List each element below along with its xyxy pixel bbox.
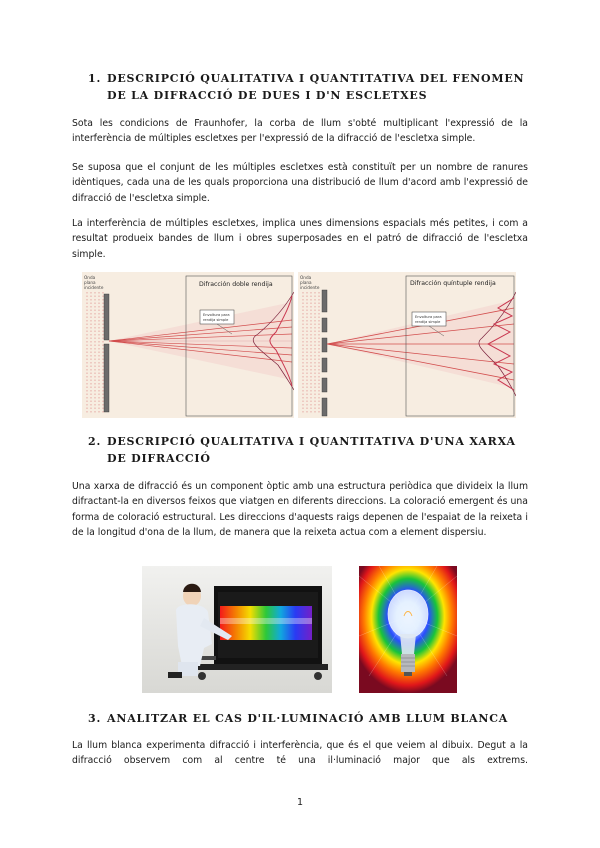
section-1-paragraph-1: Sota les condicions de Fraunhofer, la corba de llum s'obté multiplicant l'expressió de la interferència de múltiples escletxes per l'expressió de la difracció de l'escletxa simple. — [72, 118, 528, 145]
double-slit-diagram — [82, 272, 294, 418]
double-wave-label-2: plana — [84, 280, 96, 285]
section-3-title: ANALITZAR EL CAS D'IL·LUMINACIÓ AMB LLUM BLANCA — [107, 712, 509, 725]
double-envelope-label-2: rendija simple — [203, 318, 229, 322]
light-bulb-diffraction-photo — [359, 566, 457, 693]
quintuple-wave-label-3: incidente — [300, 285, 320, 290]
double-envelope-label-1: Envoltura para — [203, 313, 230, 317]
section-1-paragraph-2: Se suposa que el conjunt de les múltiples escletxes està constituït per un nombre de ranures idèntiques, cada una de les quals proporciona una distribució de llum d'acord amb l'expressió de difracció de l'escletxa simple. — [72, 162, 528, 204]
section-2-heading — [90, 433, 530, 467]
quintuple-wave-label-1: Onda — [300, 275, 312, 280]
section-3-heading — [90, 710, 530, 727]
quintuple-slit-diagram — [298, 272, 516, 418]
quintuple-envelope-label-2: rendija simple — [415, 320, 441, 324]
double-slit-title: Difracción doble rendija — [199, 281, 273, 288]
double-wave-label-1: Onda — [84, 275, 96, 280]
double-wave-label-3: incidente — [84, 285, 104, 290]
section-1-number: 1. — [88, 72, 102, 85]
section-2-number: 2. — [88, 435, 102, 448]
section-1-title: DESCRIPCIÓ QUALITATIVA I QUANTITATIVA DEL FENOMEN DE LA DIFRACCIÓ DE DUES I D'N ESCLETXES — [107, 72, 525, 102]
quintuple-slit-title: Difracción quíntuple rendija — [410, 280, 496, 287]
quintuple-wave-label-2: plana — [300, 280, 312, 285]
section-1-paragraph-3: La interferència de múltiples escletxes, implica unes dimensions espacials més petites, i com a resultat produeix bandes de llum i obres superposades en el patró de difracció de l'escletxa simple. — [72, 218, 528, 260]
diffraction-grating-photo — [142, 566, 332, 693]
section-3-number: 3. — [88, 712, 102, 725]
quintuple-envelope-label-1: Envoltura para — [415, 315, 442, 319]
section-2-title: DESCRIPCIÓ QUALITATIVA I QUANTITATIVA D'UNA XARXA DE DIFRACCIÓ — [107, 435, 516, 465]
section-1-heading — [90, 70, 530, 104]
page-number: 1 — [296, 797, 304, 808]
section-3-paragraph-1: La llum blanca experimenta difracció i interferència, que és el que veiem al dibuix. Degut a la difracció observem com al centre té una il·luminació major que als extrems. — [72, 740, 528, 767]
section-2-paragraph-1: Una xarxa de difracció és un component òptic amb una estructura periòdica que divideix la llum difractant-la en diversos feixos que viatgen en diferents direccions. La coloració emergent és una forma de coloració estructural. Les direccions d'aquests raigs depenen de l'espaiat de la reixeta i de la longitud d'ona de la llum, de manera que la reixeta actua com a element dispersiu. — [72, 481, 528, 539]
